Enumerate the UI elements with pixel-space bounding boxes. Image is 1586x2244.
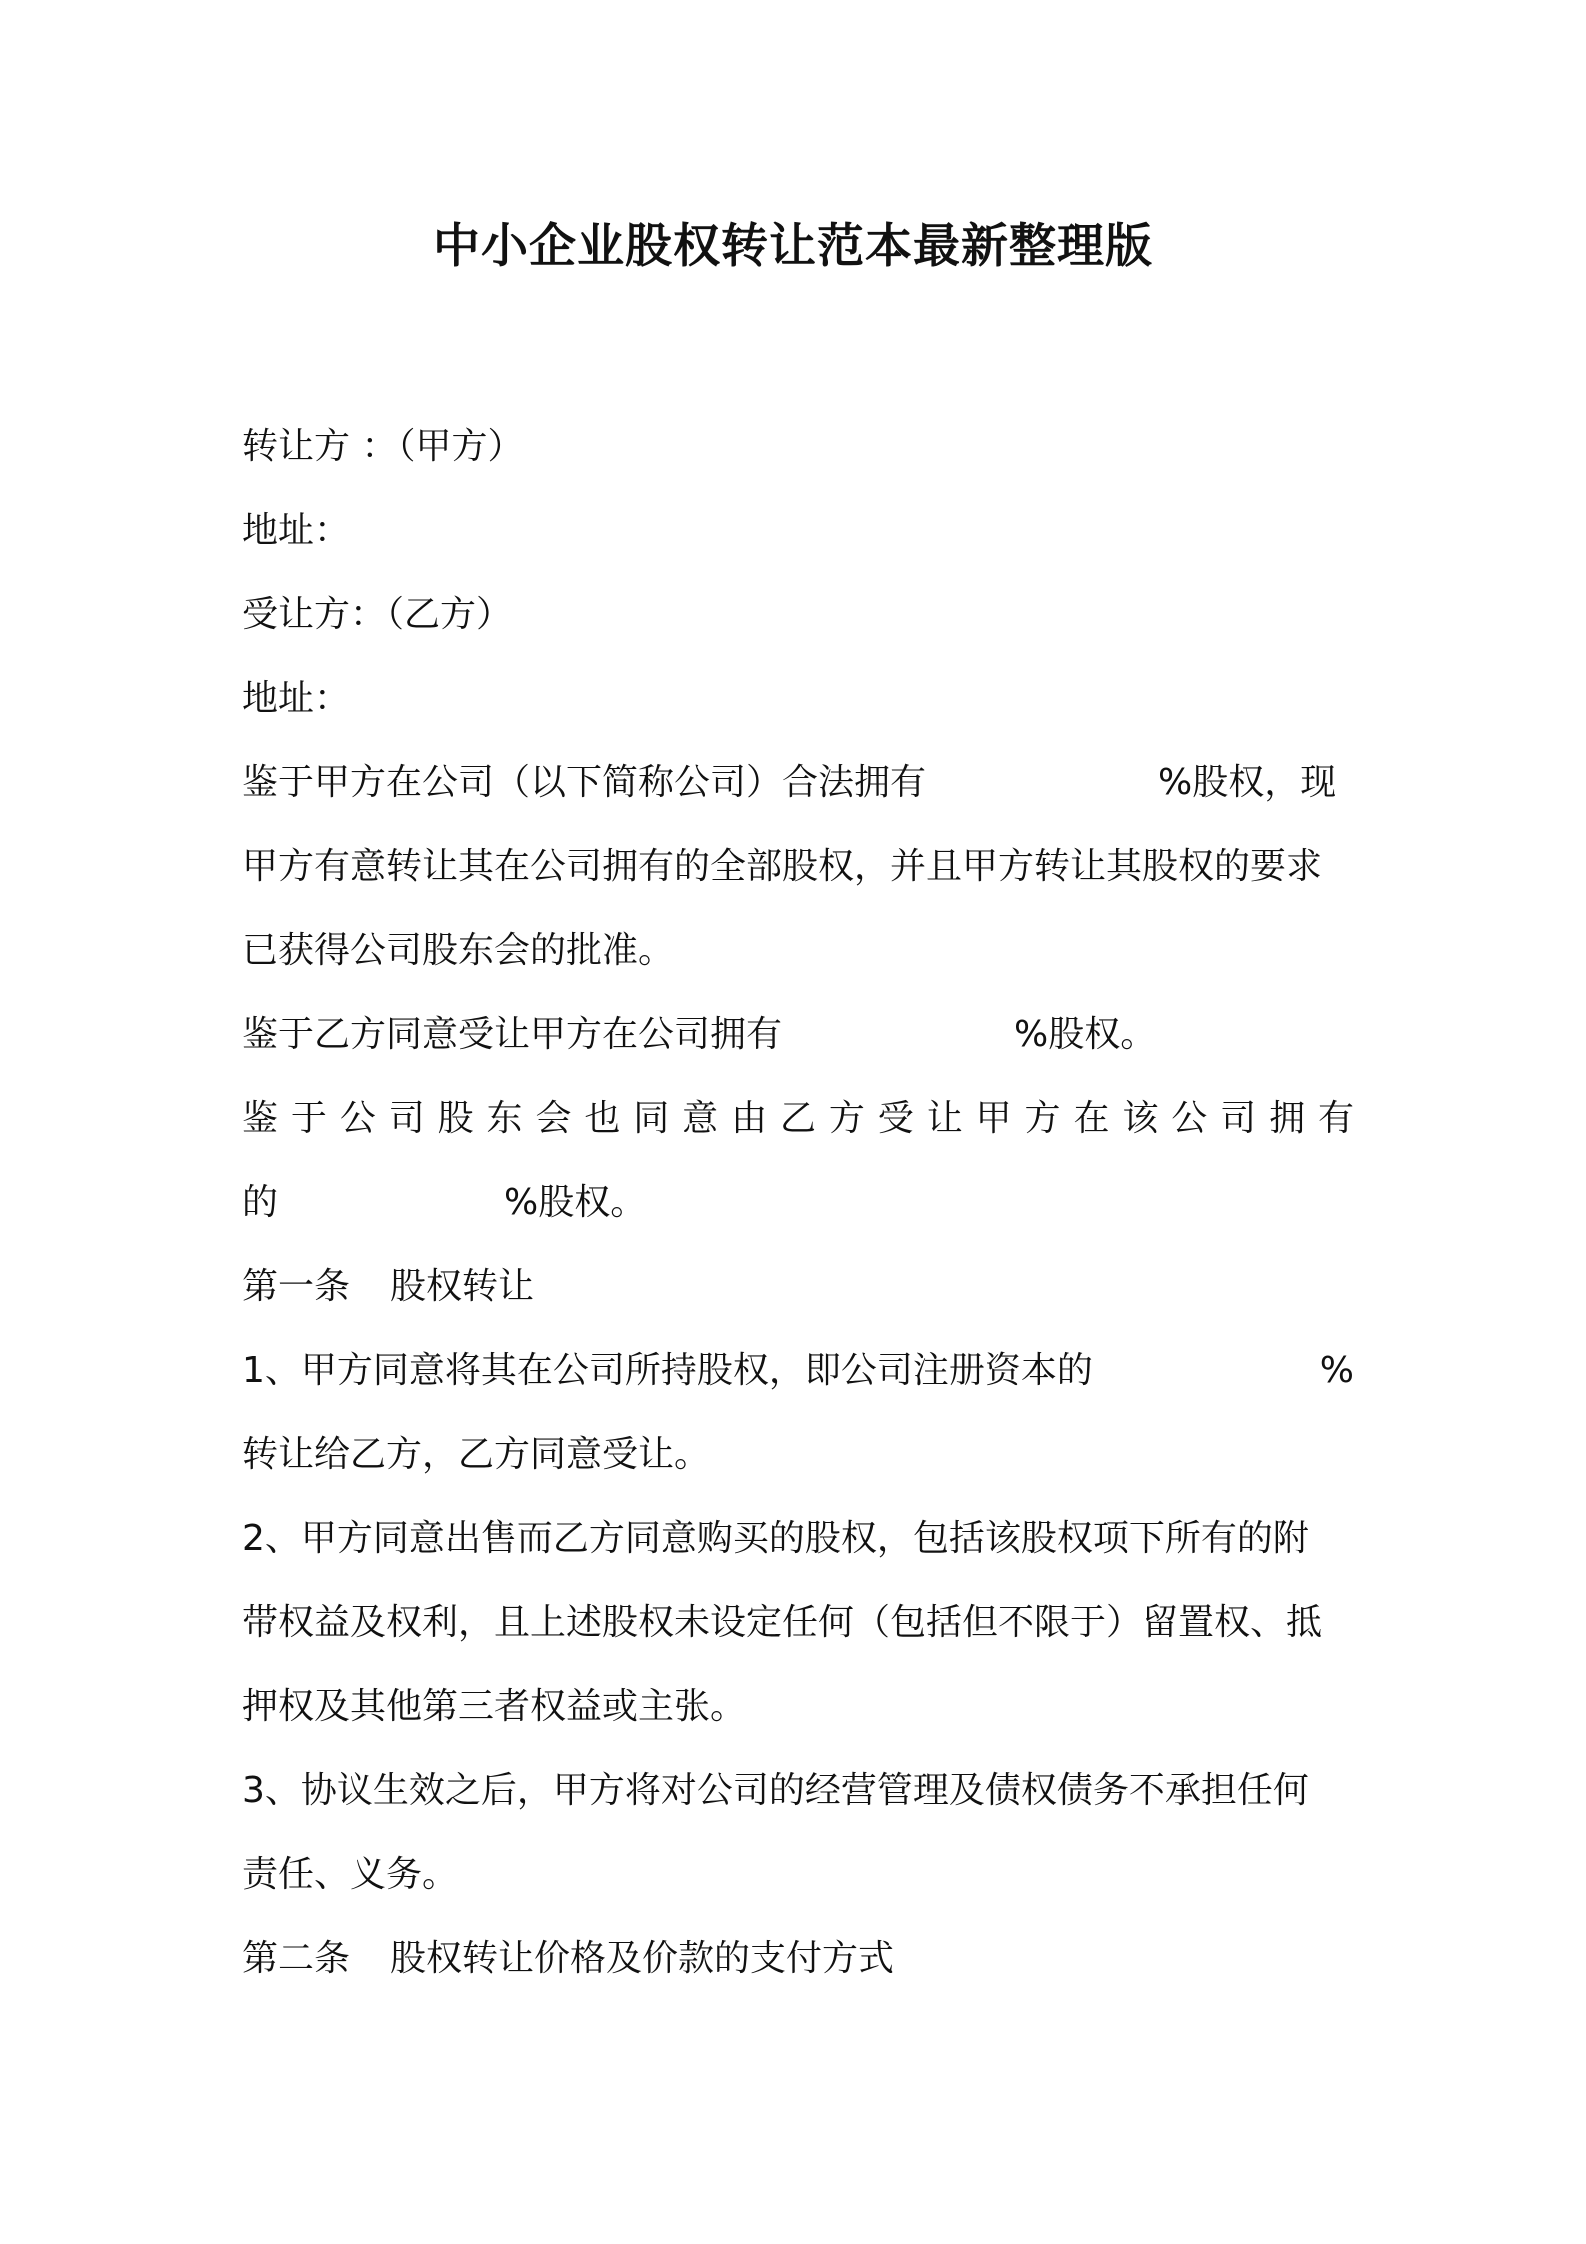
article-1-item-1-text: 1、甲方同意将其在公司所持股权，即公司注册资本的	[242, 1350, 1093, 1391]
document-body	[242, 405, 1354, 2001]
recital-2	[242, 993, 1354, 1077]
transferee-label: 受让方：（乙方）	[242, 594, 513, 635]
article-1-heading	[242, 1245, 1354, 1329]
article-1-item-2-line-1: 2、甲方同意出售而乙方同意购买的股权，包括该股权项下所有的附	[242, 1518, 1309, 1559]
transferor-address-label: 地址：	[242, 510, 351, 551]
article-1-item-1-suffix: %	[1319, 1350, 1354, 1391]
article-1-item-2-line-3: 押权及其他第三者权益或主张。	[242, 1686, 747, 1727]
article-1-item-3-line-2: 责任、义务。	[242, 1854, 459, 1895]
article-number: 第一条	[242, 1266, 351, 1307]
recital-2-text: 鉴于乙方同意受让甲方在公司拥有	[242, 1014, 783, 1055]
article-number: 第二条	[242, 1938, 351, 1979]
article-1-item-2-line-2: 带权益及权利，且上述股权未设定任何（包括但不限于）留置权、抵	[242, 1602, 1323, 1643]
transferor-label: 转让方 ：（甲方）	[242, 426, 524, 467]
article-1-item-3-line-1: 3、协议生效之后，甲方将对公司的经营管理及债权债务不承担任何	[242, 1770, 1309, 1811]
recital-3-prefix: 的	[242, 1182, 279, 1223]
recital-3-line-1: 鉴于公司股东会也同意由乙方受让甲方在该公司拥有	[242, 1098, 1354, 1139]
recital-1-line-2: 甲方有意转让其在公司拥有的全部股权，并且甲方转让其股权的要求	[242, 846, 1323, 887]
recital-1-suffix: %股权，现	[1158, 762, 1337, 803]
article-2-heading	[242, 1917, 1354, 2001]
article-1-item-1-line-2: 转让给乙方，乙方同意受让。	[242, 1434, 711, 1475]
recital-3-suffix: %股权。	[504, 1182, 647, 1223]
article-title: 股权转让	[390, 1266, 535, 1307]
article-1-item-1-line-1	[242, 1329, 1354, 1413]
recital-2-suffix: %股权。	[1014, 1014, 1157, 1055]
transferee-address-label: 地址：	[242, 678, 351, 719]
recital-1-line-3: 已获得公司股东会的批准。	[242, 930, 675, 971]
recital-3-line-2	[242, 1161, 1354, 1245]
document-title: 中小企业股权转让范本最新整理版	[433, 219, 1153, 274]
article-title: 股权转让价格及价款的支付方式	[390, 1938, 895, 1979]
recital-1-text: 鉴于甲方在公司（以下简称公司）合法拥有	[242, 762, 927, 803]
recital-1-line-1	[242, 741, 1354, 825]
